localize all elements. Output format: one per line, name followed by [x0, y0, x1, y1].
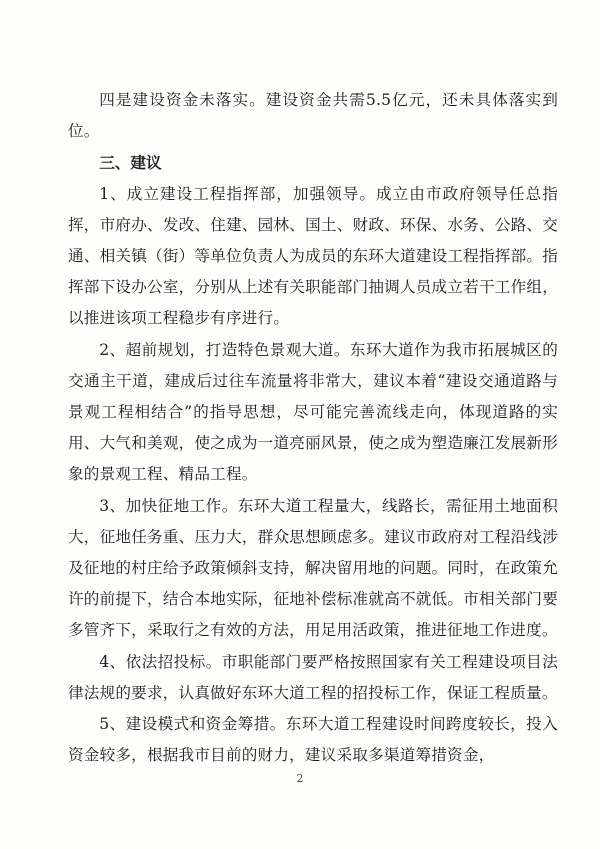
document-body: [68, 85, 558, 771]
paragraph-suggestion-5: 5、建设模式和资金筹措。东环大道工程建设时间跨度较长，投入资金较多，根据我市目前的财力，建议采取多渠道筹措资金，: [68, 715, 558, 765]
section-heading-suggestions: 三、建议: [99, 153, 162, 173]
paragraph-funding-issue: 四是建设资金未落实。建设资金共需5.5亿元，还未具体落实到位。: [68, 91, 558, 141]
paragraph-suggestion-1: 1、成立建设工程指挥部，加强领导。成立由市政府领导任总指挥，市府办、发改、住建、园林、国土、财政、环保、水务、公路、交通、相关镇（街）等单位负责人为成员的东环大道建设工程指挥部。指挥部下设办公室，分别从上述有关职能部门抽调人员成立若干工作组，以推进该项工程稳步有序进行。: [68, 184, 558, 328]
paragraph-suggestion-4: 4、依法招投标。市职能部门要严格按照国家有关工程建设项目法律法规的要求，认真做好东环大道工程的招投标工作，保证工程质量。: [68, 652, 558, 702]
page-number: 2: [296, 772, 304, 785]
paragraph-suggestion-3: 3、加快征地工作。东环大道工程量大，线路长，需征用土地面积大，征地任务重、压力大，群众思想顾虑多。建议市政府对工程沿线涉及征地的村庄给予政策倾斜支持，解决留用地的问题。同时，在政策允许的前提下，结合本地实际，征地补偿标准就高不就低。市相关部门要多管齐下，采取行之有效的方法，用足用活政策，推进征地工作进度。: [68, 496, 558, 640]
paragraph-suggestion-2: 2、超前规划，打造特色景观大道。东环大道作为我市拓展城区的交通主干道，建成后过往车流量将非常大，建议本着“建设交通道路与景观工程相结合”的指导思想，尽可能完善流线走向，体现道路的实用、大气和美观，使之成为一道亮丽风景，使之成为塑造廉江发展新形象的景观工程、精品工程。: [68, 340, 558, 484]
